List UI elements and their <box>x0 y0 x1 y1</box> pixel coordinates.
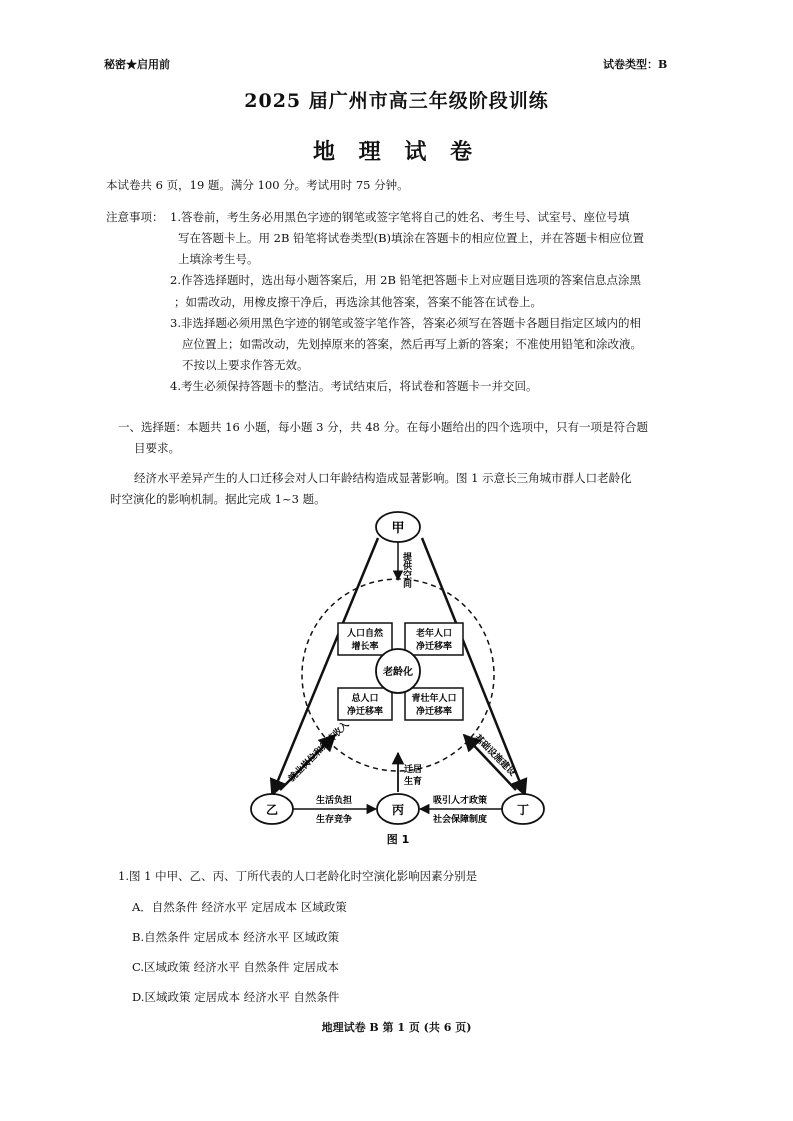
box-young-migration-l2: 净迁移率 <box>415 707 453 717</box>
node-ding-label: 丁 <box>516 803 530 817</box>
label-job-income: 就业岗位和经济收入 <box>287 719 352 785</box>
node-yi-label: 乙 <box>265 803 279 817</box>
note-line: 不按以上要求作答无效。 <box>182 358 309 372</box>
question-1-option-b: B.自然条件 定居成本 经济水平 区域政策 <box>132 930 340 944</box>
label-survival-competition: 生存竞争 <box>315 815 353 825</box>
confidential-mark: 秘密★启用前 <box>104 58 170 71</box>
question-1-stem: 1.图 1 中甲、乙、丙、丁所代表的人口老龄化时空演化影响因素分别是 <box>118 869 478 883</box>
box-total-migration-l2: 净迁移率 <box>346 707 384 717</box>
question-1-option-c: C.区域政策 经济水平 自然条件 定居成本 <box>132 960 340 974</box>
question-1-option-a: A．自然条件 经济水平 定居成本 区域政策 <box>132 900 347 914</box>
box-young-migration-l1: 青壮年人口 <box>411 694 457 704</box>
section-heading-cont: 目要求。 <box>134 441 180 455</box>
figure-1-diagram <box>240 510 560 850</box>
note-line: 3.非选择题必须用黑色字迹的钢笔或签字笔作答，答案必须写在答题卡各题目指定区域内的相 <box>170 316 641 330</box>
question-intro: 经济水平差异产生的人口迁移会对人口年龄结构造成显著影响。图 1 示意长三角城市群人口老龄化 <box>134 471 632 485</box>
note-line: 4.考生必须保持答题卡的整洁。考试结束后，将试卷和答题卡一并交回。 <box>170 379 538 393</box>
note-line: 2.作答选择题时，选出每小题答案后，用 2B 铅笔把答题卡上对应题目选项的答案信息点涂黑 <box>170 273 642 287</box>
figure-caption: 图 1 <box>386 833 410 846</box>
box-elderly-migration-l1: 老年人口 <box>415 629 453 639</box>
arrow-jia-ding <box>422 538 525 795</box>
note-line: ；如需改动，用橡皮擦干净后，再选涂其他答案，答案不能答在试卷上。 <box>174 295 542 309</box>
paper-type: 试卷类型：B <box>603 58 668 71</box>
exam-title: 2025 届广州市高三年级阶段训练 <box>244 90 549 112</box>
label-living-burden: 生活负担 <box>315 796 353 806</box>
section-heading: 一、选择题：本题共 16 小题，每小题 3 分，共 48 分。在每小题给出的四个选项中，只有一项是符合题 <box>118 420 649 434</box>
label-social-security: 社会保障制度 <box>432 815 488 825</box>
node-bing-label: 丙 <box>391 803 405 817</box>
note-line: 应位置上；如需改动，先划掉原来的答案，然后再写上新的答案；不准使用铅笔和涂改液。 <box>182 337 642 351</box>
box-natural-growth-l2: 增长率 <box>351 642 379 652</box>
note-line: 上填涂考生号。 <box>178 252 259 266</box>
question-intro-cont: 时空演化的影响机制。据此完成 1~3 题。 <box>110 492 326 506</box>
arrow-jia-yi <box>272 538 378 795</box>
label-infrastructure: 基础设施建设 <box>471 733 518 779</box>
notes-label: 注意事项： <box>106 210 164 224</box>
page-footer: 地理试卷 B 第 1 页 (共 6 页) <box>321 1021 472 1034</box>
node-jia-label: 甲 <box>391 521 405 536</box>
box-natural-growth-l1: 人口自然 <box>346 629 384 639</box>
subject-title: 地 理 试 卷 <box>313 139 480 165</box>
question-1-option-d: D.区域政策 定居成本 经济水平 自然条件 <box>132 990 340 1004</box>
exam-info: 本试卷共 6 页，19 题。满分 100 分。考试用时 75 分钟。 <box>106 178 409 192</box>
label-qianju: 迁居 <box>404 765 423 775</box>
label-provide-space: 提供空间 <box>401 552 411 588</box>
box-total-migration-l1: 总人口 <box>351 694 379 704</box>
note-line: 写在答题卡上。用 2B 铅笔将试卷类型(B)填涂在答题卡的相应位置上，并在答题卡相应位置 <box>178 231 644 245</box>
note-line: 1.答卷前，考生务必用黑色字迹的钢笔或签字笔将自己的姓名、考生号、试室号、座位号填 <box>170 210 630 224</box>
label-shengyu: 生育 <box>404 777 423 787</box>
label-talent-policy: 吸引人才政策 <box>432 796 488 806</box>
center-aging-label: 老龄化 <box>383 667 413 678</box>
box-elderly-migration-l2: 净迁移率 <box>415 642 453 652</box>
